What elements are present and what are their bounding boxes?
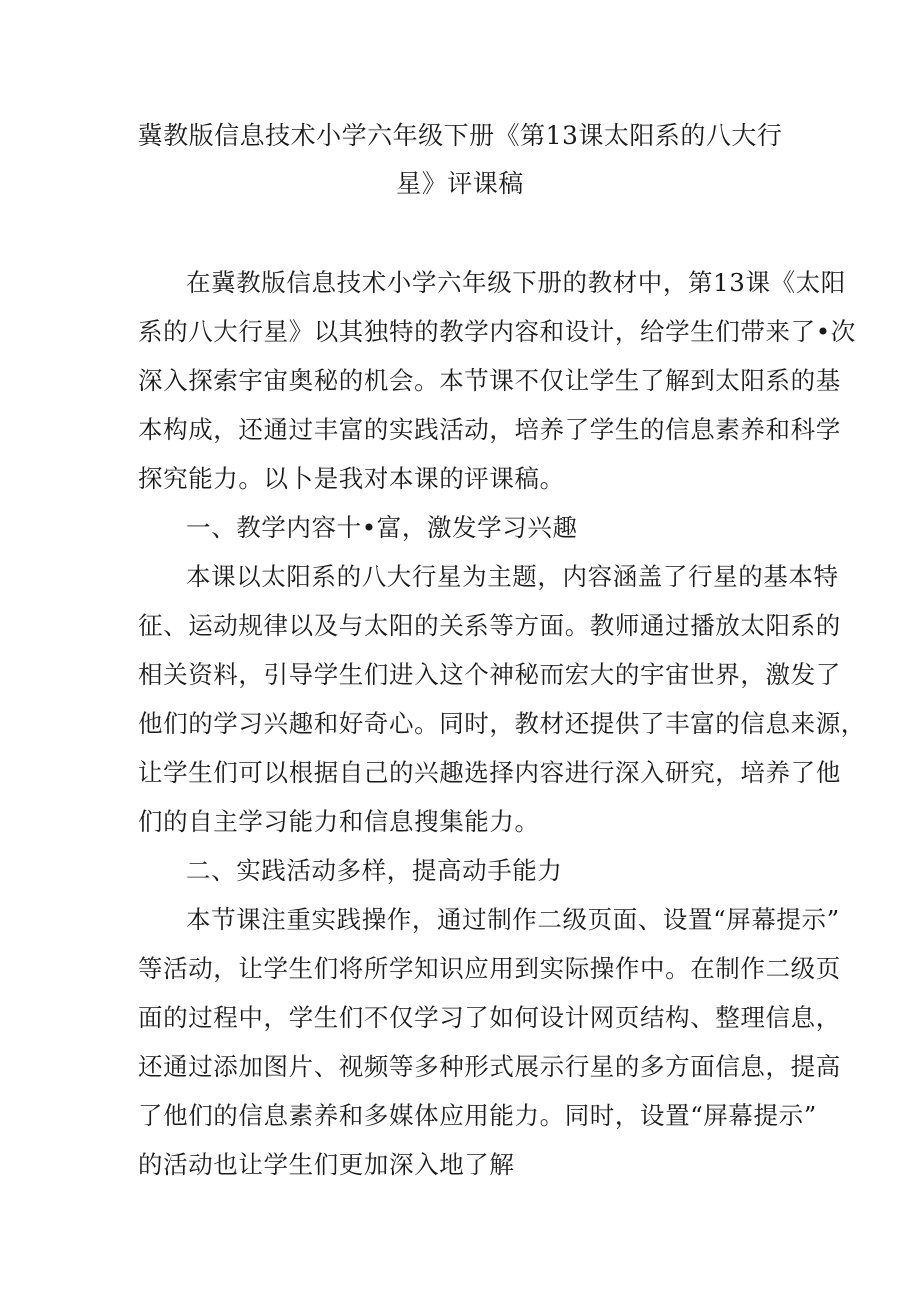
paragraph-line: 系的八大行星》以其独特的教学内容和设计，给学生们带来了•次 [138,317,856,346]
paragraph-line: 的活动也让学生们更加深入地了解 [138,1150,515,1179]
paragraph-line: 们的自主学习能力和信息搜集能力。 [138,807,540,836]
paragraph-line: 他们的学习兴趣和好奇心。同时，教材还提供了丰富的信息来源， [138,709,866,738]
paragraph-line: 深入探索宇宙奥秘的机会。本节课不仅让学生了解到太阳系的基 [138,366,841,395]
paragraph-line: 本构成，还通过丰富的实践活动，培养了学生的信息素养和科学 [138,415,841,444]
paragraph-line: 本课以太阳系的八大行星为主题，内容涵盖了行星的基本特 [186,562,839,591]
paragraph-line: 面的过程中，学生们不仅学习了如何设计网页结构、整理信息， [138,1003,841,1032]
document-title-line-2: 星》评课稿 [396,169,524,198]
paragraph-line: 在冀教版信息技术小学六年级下册的教材中，第13课《太阳 [186,268,846,297]
paragraph-line: 征、运动规律以及与太阳的关系等方面。教师通过播放太阳系的 [138,611,841,640]
section-heading: 二、实践活动多样，提高动手能力 [186,856,563,885]
paragraph-line: 还通过添加图片、视频等多种形式展示行星的多方面信息，提高 [138,1052,841,1081]
section-heading: 一、教学内容十•富，激发学习兴趣 [186,513,578,542]
paragraph-line: 了他们的信息素养和多媒体应用能力。同时，设置“屏幕提示” [138,1101,817,1130]
paragraph-line: 等活动，让学生们将所学知识应用到实际操作中。在制作二级页 [138,954,841,983]
paragraph-line: 让学生们可以根据自己的兴趣选择内容进行深入研究，培养了他 [138,758,841,787]
paragraph-line: 本节课注重实践操作，通过制作二级页面、设置“屏幕提示” [186,905,840,934]
document-title-line-1: 冀教版信息技术小学六年级下册《第13课太阳系的八大行 [137,121,783,150]
paragraph-line: 探究能力。以卜是我对本课的评课稿。 [138,464,565,493]
paragraph-line: 相关资料，引导学生们进入这个神秘而宏大的宇宙世界，激发了 [138,660,841,689]
